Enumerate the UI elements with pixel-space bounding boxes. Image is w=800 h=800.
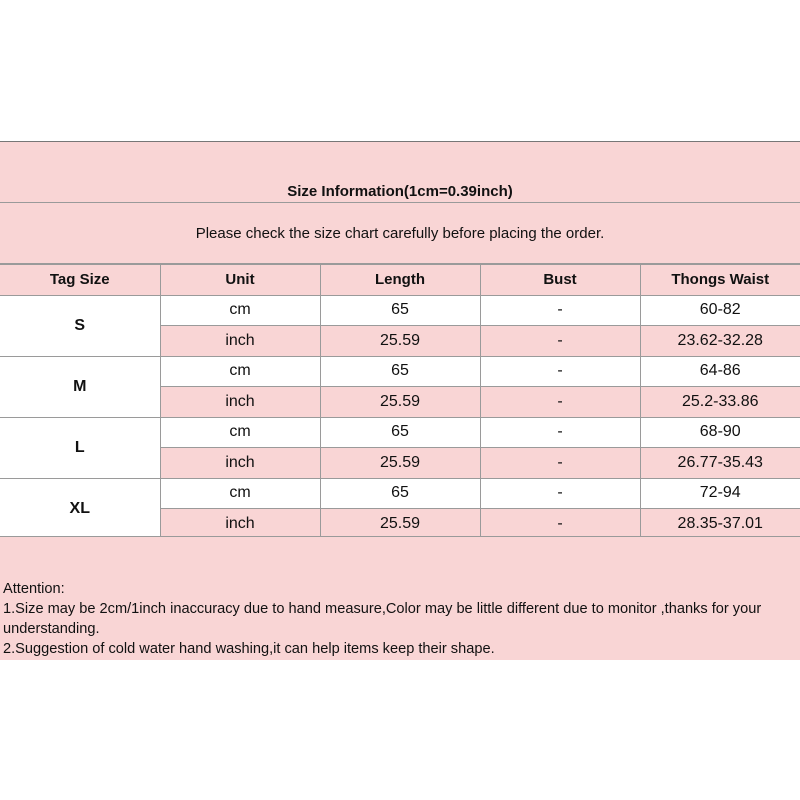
table-row: [0, 417, 800, 448]
unit-cell: inch: [160, 509, 320, 540]
waist-cell: 25.2-33.86: [640, 387, 800, 418]
unit-cell: cm: [160, 356, 320, 387]
waist-cell: 60-82: [640, 295, 800, 326]
length-cell: 25.59: [320, 326, 480, 357]
table-row: [0, 478, 800, 509]
attention-heading: Attention:: [3, 581, 65, 597]
waist-cell: 68-90: [640, 417, 800, 448]
tag-size-cell: M: [0, 356, 160, 417]
bust-cell: -: [480, 448, 640, 479]
col-header-bust: Bust: [480, 265, 640, 296]
col-header-length: Length: [320, 265, 480, 296]
header-row: [0, 265, 800, 296]
size-chart: [0, 141, 800, 660]
length-cell: 65: [320, 295, 480, 326]
size-table: [0, 264, 800, 540]
bust-cell: -: [480, 356, 640, 387]
unit-cell: inch: [160, 387, 320, 418]
bust-cell: -: [480, 478, 640, 509]
tag-size-cell: S: [0, 295, 160, 356]
unit-cell: inch: [160, 326, 320, 357]
bust-cell: -: [480, 326, 640, 357]
attention-text: [3, 579, 800, 659]
length-cell: 25.59: [320, 509, 480, 540]
col-header-thongs-waist: Thongs Waist: [640, 265, 800, 296]
attention-section: [0, 536, 800, 660]
unit-cell: cm: [160, 417, 320, 448]
length-cell: 65: [320, 356, 480, 387]
waist-cell: 26.77-35.43: [640, 448, 800, 479]
length-cell: 65: [320, 478, 480, 509]
unit-cell: inch: [160, 448, 320, 479]
bust-cell: -: [480, 295, 640, 326]
chart-notice: Please check the size chart carefully before placing the order.: [0, 203, 800, 264]
waist-cell: 28.35-37.01: [640, 509, 800, 540]
col-header-tag-size: Tag Size: [0, 265, 160, 296]
tag-size-cell: XL: [0, 478, 160, 539]
bust-cell: -: [480, 417, 640, 448]
unit-cell: cm: [160, 478, 320, 509]
length-cell: 25.59: [320, 448, 480, 479]
bust-cell: -: [480, 509, 640, 540]
table-row: [0, 356, 800, 387]
waist-cell: 72-94: [640, 478, 800, 509]
tag-size-cell: L: [0, 417, 160, 478]
waist-cell: 23.62-32.28: [640, 326, 800, 357]
bust-cell: -: [480, 387, 640, 418]
col-header-unit: Unit: [160, 265, 320, 296]
attention-note-2: 2.Suggestion of cold water hand washing,it can help items keep their shape.: [3, 641, 495, 657]
table-row: [0, 295, 800, 326]
length-cell: 65: [320, 417, 480, 448]
waist-cell: 64-86: [640, 356, 800, 387]
unit-cell: cm: [160, 295, 320, 326]
attention-note-1: 1.Size may be 2cm/1inch inaccuracy due to hand measure,Color may be little different due to monitor ,thanks for your understanding.: [3, 601, 762, 637]
length-cell: 25.59: [320, 387, 480, 418]
chart-title: Size Information(1cm=0.39inch): [0, 142, 800, 203]
